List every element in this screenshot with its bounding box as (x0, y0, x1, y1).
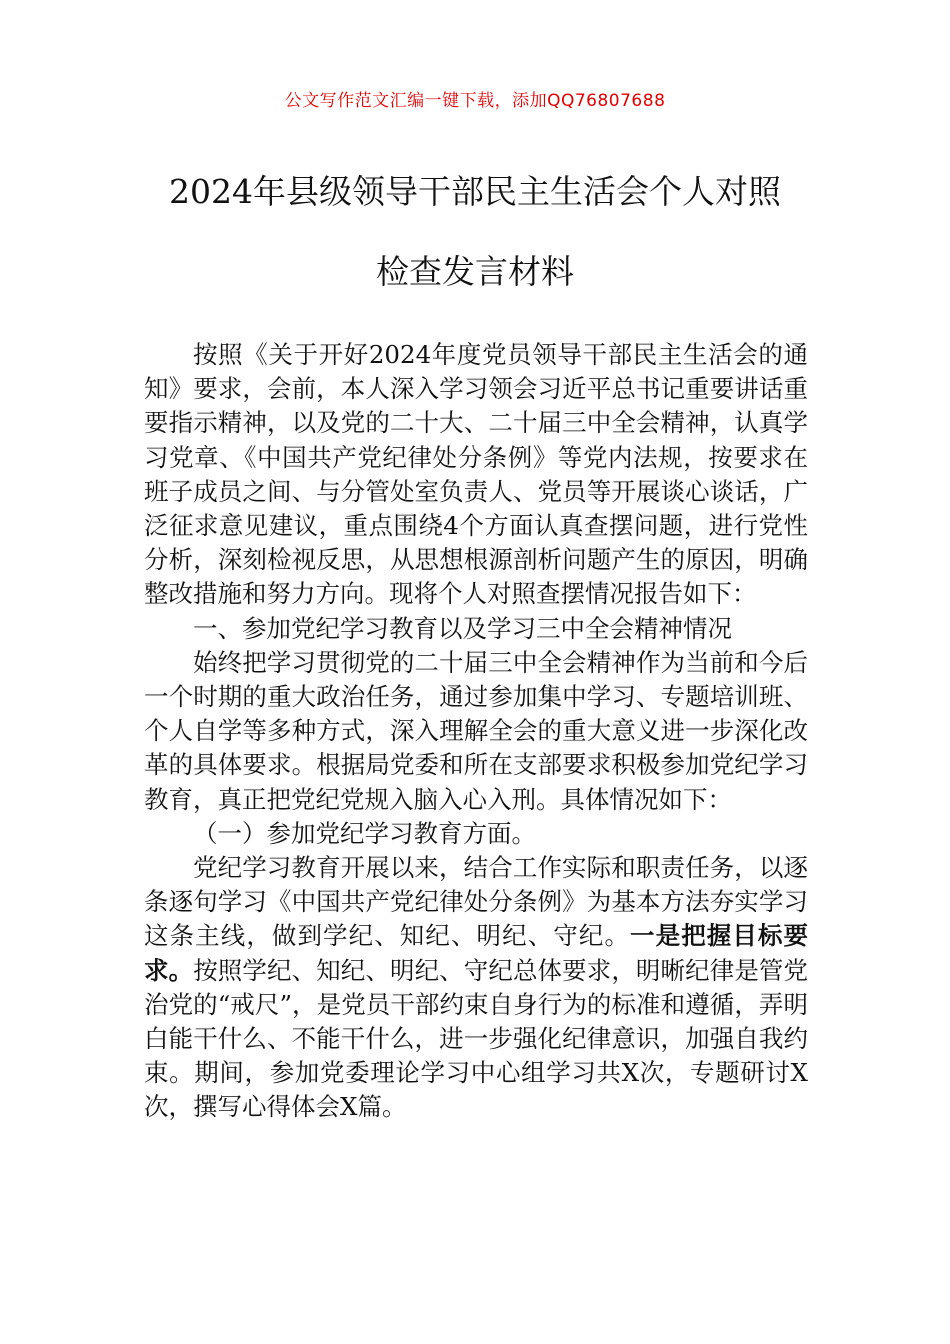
subsection-heading-1: （一）参加党纪学习教育方面。 (193, 818, 536, 848)
title-line-2: 检查发言材料 (376, 252, 574, 291)
title-line-1: 2024年县级领导干部民主生活会个人对照 (169, 172, 781, 211)
document-title (130, 152, 820, 312)
document-body (144, 338, 808, 1125)
paragraph-3-start: 党纪学习教育开展以来，结合工作实际和职责任务，以逐条逐句学习《中国共产党纪律处分条例》为基本方法夯实学习这条主线，做到学纪、知纪、明纪、守纪。 (144, 853, 808, 951)
intro-paragraph: 按照《关于开好2024年度党员领导干部民主生活会的通知》要求，会前，本人深入学习领会习近平总书记重要讲话重要指示精神，以及党的二十大、二十届三中全会精神，认真学习党章、《中国共产党纪律处分条例》等党内法规，按要求在班子成员之间、与分管处室负责人、党员等开展谈心谈话，广泛征求意见建议，重点围绕4个方面认真查摆问题，进行党性分析，深刻检视反思，从思想根源剖析问题产生的原因，明确整改措施和努力方向。现将个人对照查摆情况报告如下： (144, 340, 808, 609)
promo-banner: 公文写作范文汇编一键下载，添加QQ76807688 (284, 91, 666, 111)
section-heading-1: 一、参加党纪学习教育以及学习三中全会精神情况 (193, 613, 732, 643)
paragraph-2: 始终把学习贯彻党的二十届三中全会精神作为当前和今后一个时期的重大政治任务，通过参加集中学习、专题培训班、个人自学等多种方式，深入理解全会的重大意义进一步深化改革的具体要求。根据局党委和所在支部要求积极参加党纪学习教育，真正把党纪党规入脑入心入刑。具体情况如下： (144, 647, 808, 814)
paragraph-3-end: 按照学纪、知纪、明纪、守纪总体要求，明晰纪律是管党治党的“戒尺”，是党员干部约束自身行为的标准和遵循，弄明白能干什么、不能干什么，进一步强化纪律意识，加强自我约束。期间，参加党委理论学习中心组学习共X次，专题研讨X次，撰写心得体会X篇。 (144, 955, 809, 1122)
paragraph-3-bold-lead: 一是把握目标要求。 (144, 921, 809, 985)
paragraph-3 (144, 851, 808, 1125)
